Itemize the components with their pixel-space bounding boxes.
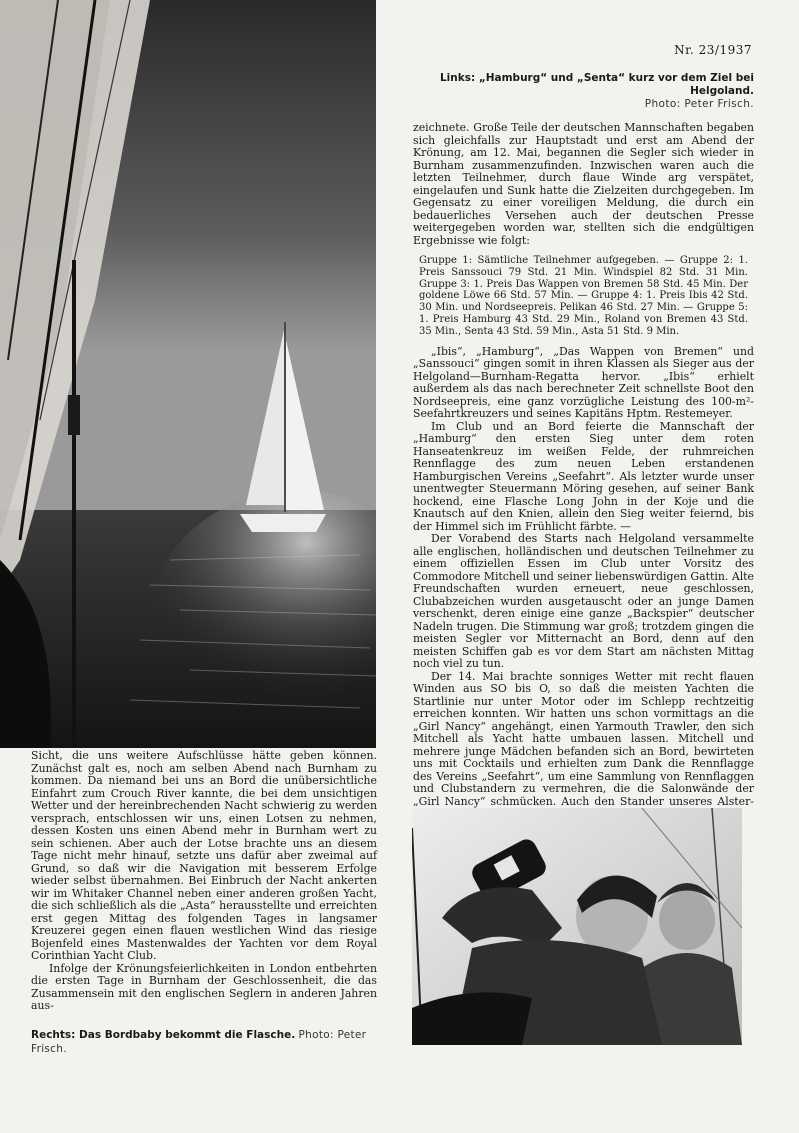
issue-number: Nr. 23/1937 [674,43,752,57]
sailor-drinking-photo [412,808,742,1045]
paragraph: Infolge der Krönungsfeierlichkeiten in London entbehrten die ersten Tage in Burnham der Geschlossenheit, die das Zusammensein mit den englischen Seglern in anderen Jahren aus- [31,961,377,1012]
bottom-caption [31,1028,377,1056]
bottom-caption-title: Rechts: Das Bordbaby bekommt die Flasche. [31,1029,296,1041]
bottom-caption-credit: Photo: Peter Frisch. [31,1029,367,1055]
paragraph: „Ibis“, „Hamburg“, „Das Wappen von Bremen“ und „Sanssouci“ gingen somit in ihren Klassen als Sieger aus der Helgoland—Burnham-Regatta hervor. „Ibis“ erhielt außerdem als das nach berechneter Zeit schnellste Boot den Nordseepreis, eine ganz vorzügliche Leistung des 100-m²-Seefahrtkreuzers und seines Kapitäns Hptm. Restemeyer. [413,344,754,421]
race-results: Gruppe 1: Sämtliche Teilnehmer aufgegeben. — Gruppe 2: 1. Preis Sanssouci 79 Std. 21 Min. Windspiel 82 Std. 31 Min. Gruppe 3: 1. Preis Das Wappen von Bremen 58 Std. 45 Min. Der goldene Löwe 66 Std. 57 Min. — Gruppe 4: 1. Preis Ibis 42 Std. 30 Min. und Nordseepreis. Pelikan 46 Std. 27 Min. — Gruppe 5: 1. Preis Hamburg 43 Std. 29 Min., Roland von Bremen 43 Std. 35 Min., Senta 43 Std. 59 Min., Asta 51 Std. 9 Min. [419,255,748,337]
paragraph: Der Vorabend des Starts nach Helgoland versammelte alle englischen, holländischen und deutschen Teilnehmer zu einem offiziellen Essen im Club unter Vorsitz des Commodore Mitchell und seiner liebenswürdigen Gattin. Alte Freundschaften wurden erneuert, neue geschlossen, Clubabzeichen wurden ausgetauscht oder an junge Damen verschenkt, deren einige eine ganze „Backspier“ deutscher Nadeln trugen. Die Stimmung war groß; trotzdem gingen die meisten Segler vor Mitternacht an Bord, denn auf den meisten Schiffen gab es vor dem Start am nächsten Mittag noch viel zu tun. [413,532,754,671]
article-left-column [31,750,377,1013]
top-caption-title: Links: „Hamburg“ und „Senta“ kurz vor dem Ziel bei Helgoland. [439,72,754,97]
sailboat-photo [0,0,376,748]
paragraph: Sicht, die uns weitere Aufschlüsse hätte geben können. Zunächst galt es, noch am selben Abend nach Burnham zu kommen. Da niemand bei uns an Bord die unübersichtliche Einfahrt zum Crouch River kannte, die bei dem unsichtigen Wetter und der hereinbrechenden Nacht schwierig zu werden versprach, entschlossen wir uns, einen Lotsen zu nehmen, dessen Kosten uns einen Abend mehr in Burnham wert zu sein schienen. Aber auch der Lotse brachte uns an diesem Tage nicht mehr hinauf, setzte uns dafür aber zweimal auf Grund, so daß wir die Navigation mit besserem Erfolge wieder selbst übernahmen. Bei Einbruch der Nacht ankerten wir im Whitaker Channel neben einer anderen großen Yacht, die sich schließlich als die „Asta“ herausstellte und erreichten erst gegen Mittag des folgenden Tages in langsamer Kreuzerei gegen einen flauen westlichen Wind das riesige Bojenfeld eines Mastenwaldes der Yachten vor dem Royal Corinthian Yacht Club. [31,749,377,962]
paragraph: zeichnete. Große Teile der deutschen Mannschaften begaben sich gleichfalls zur Hauptstadt und erst am Abend der Krönung, am 12. Mai, begannen die Segler sich wieder in Burnham zusammenzufinden. Inzwischen waren auch die letzten Teilnehmer, durch flaue Winde arg verspätet, eingelaufen und Sunk hatte die Zielzeiten durchgegeben. Im Gegensatz zu einer voreiligen Meldung, die durch ein bedauerliches Versehen auch der deutschen Presse weitergegeben worden war, stellten sich die endgültigen Ergebnisse wie folgt: [413,121,754,247]
paragraph: Der 14. Mai brachte sonniges Wetter mit recht flauen Winden aus SO bis O, so daß die meisten Yachten die Startlinie nur unter Motor oder im Schlepp rechtzeitig erreichen konnten. Wir hatten uns schon vormittags an die „Girl Nancy“ angehängt, einen Yarmouth Trawler, den sich Mitchell als Yacht hatte umbauen lassen. Mitchell und mehrere junge Mädchen befanden sich an Bord, bewirteten uns mit Cocktails und erhielten zum Dank die Rennflagge des Vereins „Seefahrt“, um eine Sammlung von Rennflaggen und Clubstandern zu vermehren, die die Salonwände der „Girl Nancy“ schmücken. Auch den Stander unseres Alster- [413,669,754,808]
paragraph: Im Club und an Bord feierte die Mannschaft der „Hamburg“ den ersten Sieg unter dem roten Hanseatenkreuz im weißen Felde, der ruhmreichen Rennflagge des zum neuen Leben erstandenen Hamburgischen Vereins „Seefahrt“. Als letzter wurde unser unentwegter Steuermann Möring gesehen, auf seiner Bank hockend, eine Flasche Long John in der Koje und die Knautsch auf den Knien, allein den Sieg weiter feiernd, bis der Himmel sich im Frühlicht färbte. — [413,419,754,533]
top-caption-credit: Photo: Peter Frisch. [644,98,754,110]
article-right-column [413,122,754,821]
top-caption [412,72,754,111]
